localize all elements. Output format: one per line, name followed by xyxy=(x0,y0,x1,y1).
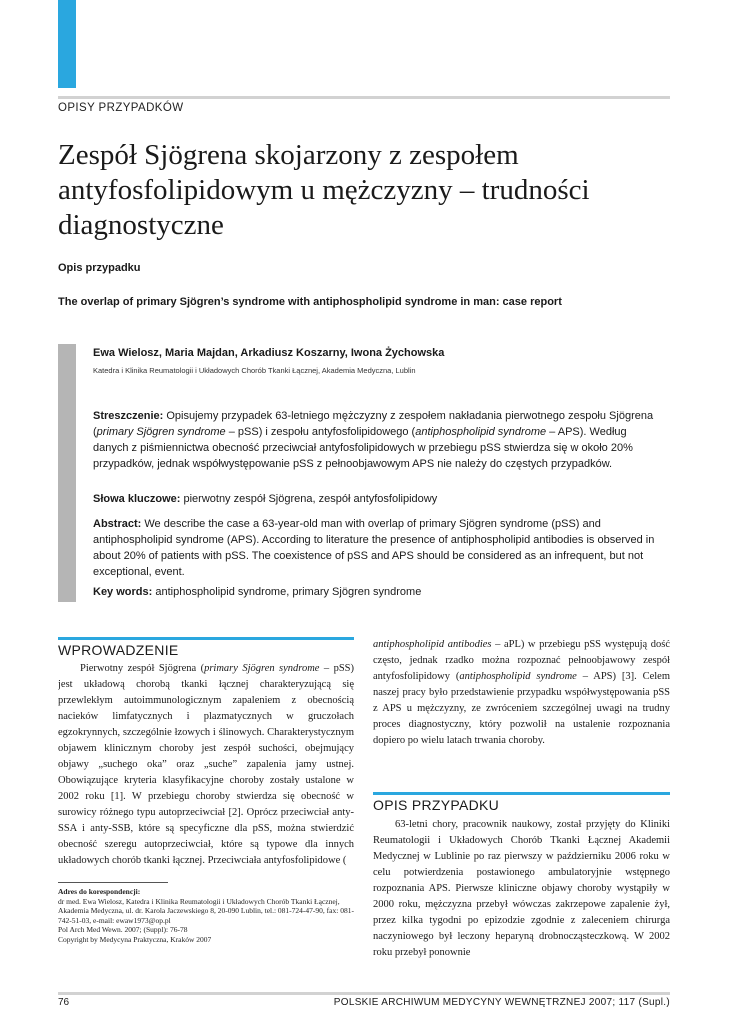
footnote-rule xyxy=(58,882,168,883)
bottom-divider xyxy=(58,992,670,995)
keywords-english-text: antiphospholipid syndrome, primary Sjögren syndrome xyxy=(152,586,422,598)
keywords-polish-label: Słowa kluczowe: xyxy=(93,493,181,505)
abstract-english xyxy=(93,516,663,580)
affiliation: Katedra i Klinika Reumatologii i Układowych Chorób Tkanki Łącznej, Akademia Medyczna, Lublin xyxy=(93,366,416,375)
correspondence-title: Adres do korespondencji: xyxy=(58,887,141,896)
abstract-text: – pSS) i zespołu antyfosfolipidowego ( xyxy=(225,426,416,438)
keywords-polish xyxy=(93,491,663,507)
case-heading-rule xyxy=(373,792,670,795)
abstract-text: – APS). Według danych z piśmiennictwa obecność przeciwciał antyfosfolipidowych w przebiegu pSS stwierdza się w około 20% przypadków, jednak współwystępowanie pSS z pełnoobjawowym APS nie należy do częstych przypadków. xyxy=(93,426,633,470)
intro-body-left xyxy=(58,661,354,868)
abstract-polish xyxy=(93,408,663,472)
page-number: 76 xyxy=(58,997,70,1008)
keywords-english-label: Key words: xyxy=(93,586,153,598)
copyright: Copyright by Medycyna Praktyczna, Kraków 2007 xyxy=(58,934,212,944)
case-heading: OPIS PRZYPADKU xyxy=(373,797,500,813)
intro-body-right xyxy=(373,637,670,749)
case-body xyxy=(373,817,670,985)
abstract-term: antiphospholipid syndrome xyxy=(415,426,547,438)
correspondence-address: dr med. Ewa Wielosz, Katedra i Klinika Reumatologii i Układowych Chorób Tkanki Łącznej, Akademia Medyczna, ul. dr. Karola Jaczewskiego 8, 20-090 Lublin, tel.: 081-724-47-90, fax: 081-742-51-03, e-mail: ewaw1973@op.pl xyxy=(58,896,354,925)
case-paragraph: 63-letni chory, pracownik naukowy, został przyjęty do Kliniki Reumatologii i Układowych Chorób Tkanki Łącznej Akademii Medycznej w Lublinie po raz pierwszy w październiku 2006 roku w celu potwierdzenia postawionego ambulatoryjnie wstępnego rozpoznania APS. Pierwsze kliniczne objawy choroby wystąpiły w 2000 roku, mężczyzna przebył wówczas zakrzepowe zapalenie żył, przez kilka tygodni po epizodzie zgodnie z zaleceniem chirurga naczyniowego był leczony heparyną drobnocząsteczkową. W 2002 roku przebył ponownie xyxy=(373,819,670,958)
authors: Ewa Wielosz, Maria Majdan, Arkadiusz Koszarny, Iwona Żychowska xyxy=(93,347,445,359)
abstract-sidebar xyxy=(58,344,76,602)
english-title: The overlap of primary Sjögren’s syndrome with antiphospholipid syndrome in man: case report xyxy=(58,296,562,308)
abstract-english-text: We describe the case a 63-year-old man with overlap of primary Sjögren syndrome (pSS) and antiphospholipid syndrome (APS). According to literature the presence of antiphospholipid antibodies is observed in about 20% of patients with pSS. The coexistence of pSS and APS should be considered as an infrequent, but not exceptional, event. xyxy=(93,518,655,578)
intro-paragraph: Pierwotny zespół Sjögrena (primary Sjögren syndrome – pSS) jest układową chorobą tkanki łącznej charakteryzującą się przewlekłym autoimmunologicznym zapaleniem z obecnością nacieków limfatycznych i plazmatycznych w gruczołach egzokrynnych, szczególnie łzowych i ślinowych. Charakterystycznym objawem klinicznym choroby jest zespół suchości, obejmujący objawy „suchego oka” oraz „suche” zapalenia jamy ustnej. Obowiązujące kryteria klasyfikacyjne choroby zostały ustalone w 2002 roku [1]. W przebiegu choroby stwierdza się obecność w surowicy różnego typu autoprzeciwciał [2]. Oprócz przeciwciał anty-SSA i anty-SSB, które są specyficzne dla pSS, można stwierdzić obecność szeregu autoprzeciwciał, które są typowe dla innych układowych chorób tkanki łącznej. Przeciwciała antyfosfolipidowe ( xyxy=(58,663,354,866)
abstract-english-label: Abstract: xyxy=(93,518,142,530)
abstract-term: primary Sjögren syndrome xyxy=(96,426,226,438)
abstract-polish-label: Streszczenie: xyxy=(93,410,164,422)
article-type: Opis przypadku xyxy=(58,262,141,274)
section-label: OPISY PRZYPADKÓW xyxy=(58,102,184,114)
top-divider xyxy=(58,96,670,99)
intro-heading-rule xyxy=(58,637,354,640)
intro-heading: WPROWADZENIE xyxy=(58,642,179,658)
correspondence-block xyxy=(58,887,354,945)
journal-footer: POLSKIE ARCHIWUM MEDYCYNY WEWNĘTRZNEJ 2007; 117 (Supl.) xyxy=(333,997,670,1008)
keywords-polish-text: pierwotny zespół Sjögrena, zespół antyfosfolipidowy xyxy=(180,493,438,505)
abstract-text: Opisujemy przypadek 63-letniego mężczyzny z zespołem nakładania pierwotnego zespołu Sjögrena ( xyxy=(93,410,654,438)
article-title: Zespół Sjögrena skojarzony z zespołem antyfosfolipidowym u mężczyzny – trudności diagnostyczne xyxy=(58,139,590,241)
citation: Pol Arch Med Wewn. 2007; (Suppl): 76-78 xyxy=(58,925,188,935)
keywords-english xyxy=(93,584,663,600)
intro-paragraph-continued: antiphospholipid antibodies – aPL) w przebiegu pSS występują dość często, jednak rzadko można rozpoznać pełnoobjawowy zespół antyfosfolipidowy (antiphospholipid syndrome – APS) [3]. Celem naszej pracy było przedstawienie przypadku współwystępowania pSS z APS u mężczyzny, ze zwróceniem szczególnej uwagi na trudny proces diagnostyczny, który pozwolił na ustalenie rozpoznania dopiero po wielu latach trwania choroby. xyxy=(373,639,671,746)
header-accent-bar xyxy=(58,0,76,88)
